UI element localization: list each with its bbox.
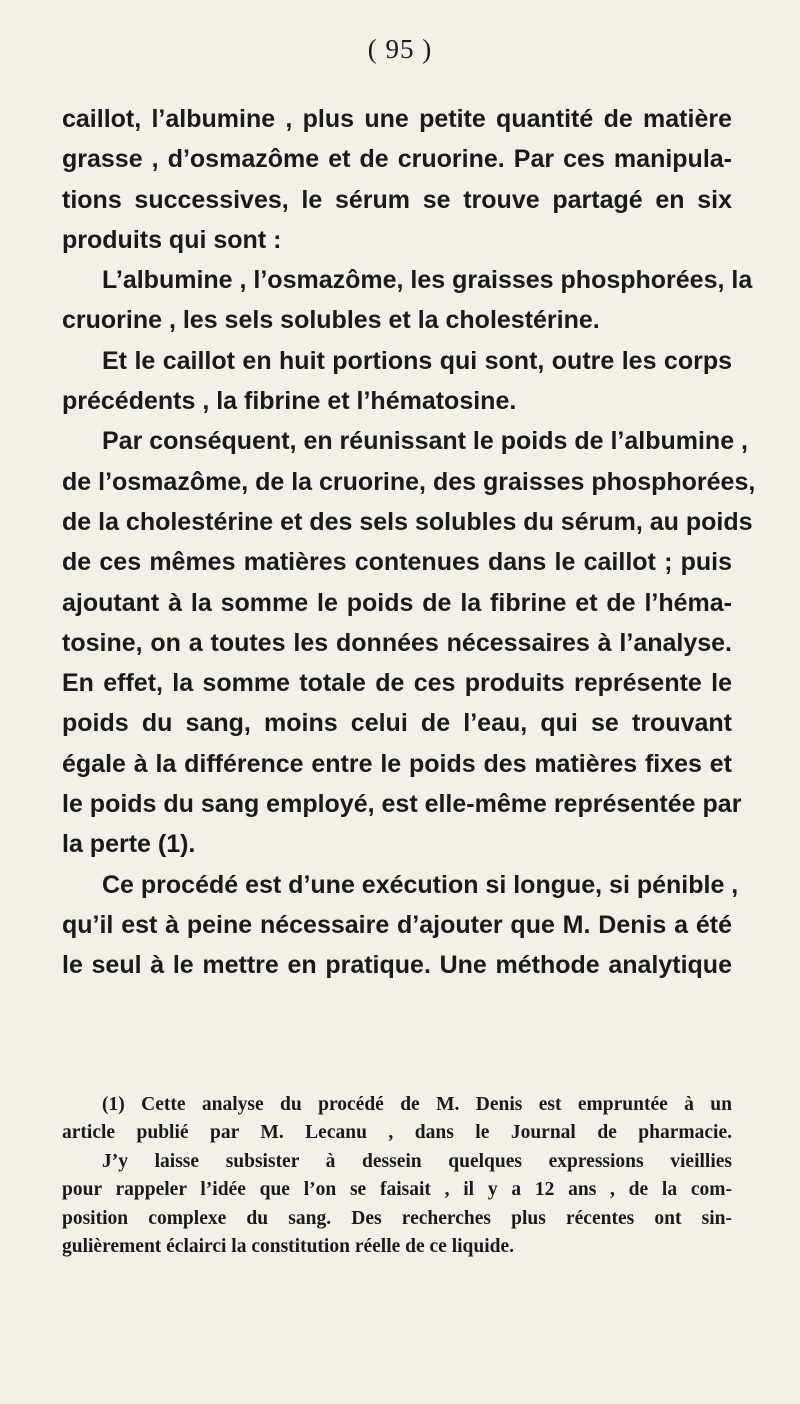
text-line: grasse , d’osmazôme et de cruorine. Par ces manipula- (62, 145, 732, 174)
footnote-line: gulièrement éclairci la constitution réelle de ce liquide. (62, 1235, 515, 1257)
text-line: tosine, on a toutes les données nécessaires à l’analyse. (62, 628, 732, 657)
text-line: tions successives, le sérum se trouve partagé en six (62, 185, 732, 214)
footnote-line: J’y laisse subsister à dessein quelques expressions vieillies (102, 1150, 732, 1172)
footnote-line: (1) Cette analyse du procédé de M. Denis est empruntée à un (102, 1094, 732, 1115)
text-line: ajoutant à la somme le poids de la fibrine et de l’héma- (62, 588, 732, 617)
footnote-line: pour rappeler l’idée que l’on se faisait , il y a 12 ans , de la com- (62, 1179, 732, 1201)
text-line: produits qui sont : (62, 225, 282, 254)
text-line: Par conséquent, en réunissant le poids de l’albumine , (102, 427, 748, 456)
text-line: le seul à le mettre en pratique. Une méthode analytique (62, 951, 732, 980)
main-text (62, 99, 756, 986)
footnote (62, 1091, 732, 1261)
text-line: En effet, la somme totale de ces produits représente le (62, 669, 732, 698)
text-line: de ces mêmes matières contenues dans le caillot ; puis (62, 548, 732, 577)
text-line: qu’il est à peine nécessaire d’ajouter que M. Denis a été (62, 910, 732, 939)
text-line: de l’osmazôme, de la cruorine, des graisses phosphorées, (62, 467, 756, 496)
footnote-line: article publié par M. Lecanu , dans le Journal de pharmacie. (62, 1122, 732, 1144)
text-line: cruorine , les sels solubles et la cholestérine. (62, 306, 600, 335)
page-number: ( 95 ) (367, 34, 433, 64)
text-line: L’albumine , l’osmazôme, les graisses phosphorées, la (102, 266, 753, 295)
text-line: précédents , la fibrine et l’hématosine. (62, 387, 517, 416)
text-line: caillot, l’albumine , plus une petite quantité de matière (62, 105, 732, 133)
text-line: la perte (1). (62, 830, 196, 859)
text-line: Et le caillot en huit portions qui sont, outre les corps (102, 346, 732, 375)
text-line: Ce procédé est d’une exécution si longue, si pénible , (102, 870, 739, 899)
text-line: poids du sang, moins celui de l’eau, qui se trouvant (62, 709, 732, 738)
text-line: le poids du sang employé, est elle-même représentée par (62, 790, 742, 819)
text-line: de la cholestérine et des sels solubles du sérum, au poids (62, 507, 753, 536)
footnote-line: position complexe du sang. Des recherches plus récentes ont sin- (62, 1207, 732, 1229)
text-line: égale à la différence entre le poids des matières fixes et (62, 749, 732, 778)
